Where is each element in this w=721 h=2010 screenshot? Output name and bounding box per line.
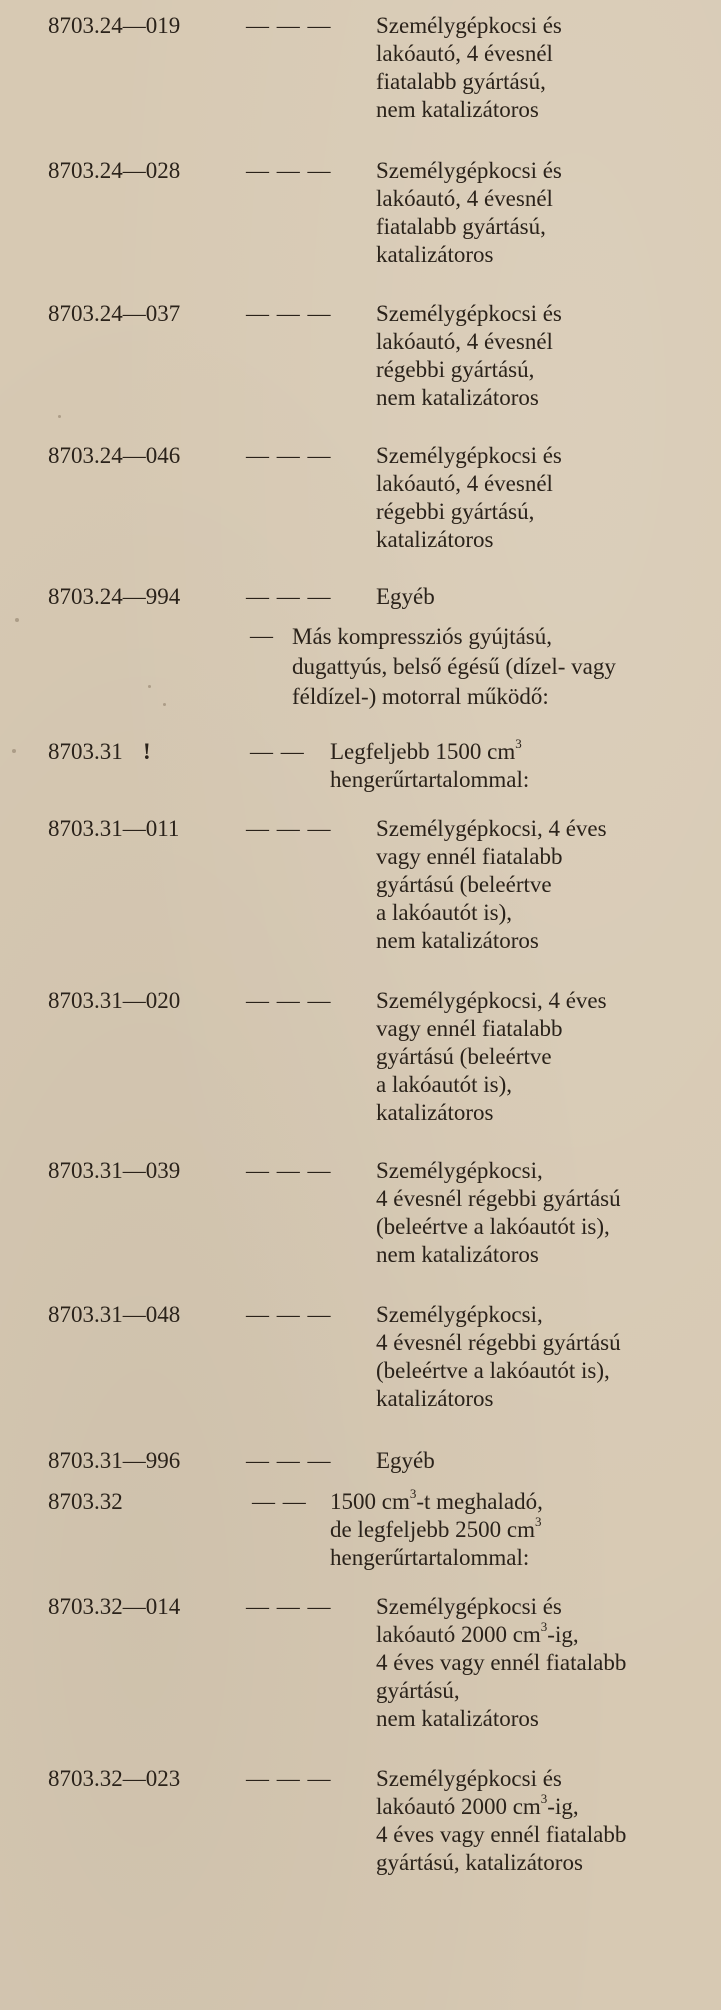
- description-line: nem katalizátoros: [376, 928, 539, 953]
- indent-dashes: — — —: [246, 816, 332, 841]
- description-line: Személygépkocsi és: [376, 1594, 562, 1619]
- description-line: 1500 $cm^3-t$ meghaladó,: [330, 1486, 543, 1514]
- description-line: a lakóautót is),: [376, 1072, 513, 1097]
- description-line: régebbi gyártású,: [376, 357, 535, 382]
- tariff-description: [376, 1447, 716, 1475]
- description-line: gyártású,: [376, 1678, 460, 1703]
- description-line: nem katalizátoros: [376, 1706, 539, 1731]
- tariff-code: 8703.31—996: [48, 1448, 181, 1473]
- tariff-description: [376, 1593, 716, 1733]
- description-line: katalizátoros: [376, 1100, 494, 1125]
- description-line: lakóautó 2000 $cm^3-ig$,: [376, 1791, 579, 1819]
- description-line: katalizátoros: [376, 242, 494, 267]
- description-line: lakóautó, 4 évesnél: [376, 329, 553, 354]
- tariff-description: [376, 987, 716, 1127]
- tariff-description: [330, 1488, 670, 1572]
- description-line: féldízel-) motorral működő:: [292, 684, 549, 709]
- indent-dashes: — — —: [246, 443, 332, 468]
- indent-dashes: — — —: [246, 584, 332, 609]
- description-line: Személygépkocsi és: [376, 158, 562, 183]
- indent-dashes: — — —: [246, 158, 332, 183]
- description-line: Személygépkocsi és: [376, 1766, 562, 1791]
- tariff-code: 8703.32—014: [48, 1594, 181, 1619]
- tariff-code: 8703.32—023: [48, 1766, 181, 1791]
- description-line: régebbi gyártású,: [376, 499, 535, 524]
- indent-dashes: — — —: [246, 1158, 332, 1183]
- tariff-description: [376, 442, 716, 554]
- tariff-code: 8703.24—046: [48, 443, 181, 468]
- description-line: nem katalizátoros: [376, 385, 539, 410]
- description-line: de legfeljebb 2500 $cm^3$: [330, 1514, 542, 1542]
- description-line: Személygépkocsi,: [376, 1158, 543, 1183]
- description-line: nem katalizátoros: [376, 1242, 539, 1267]
- description-line: Egyéb: [376, 584, 435, 609]
- description-line: lakóautó, 4 évesnél: [376, 471, 553, 496]
- description-line: Személygépkocsi és: [376, 301, 562, 326]
- tariff-description: [330, 738, 670, 794]
- scan-speck: [15, 618, 19, 622]
- description-line: fiatalabb gyártású,: [376, 69, 546, 94]
- description-line: Személygépkocsi,: [376, 1302, 543, 1327]
- tariff-description: [376, 815, 716, 955]
- description-line: Legfeljebb 1500 $cm^3$: [330, 736, 522, 764]
- margin-mark: !: [143, 739, 151, 764]
- description-line: katalizátoros: [376, 527, 494, 552]
- tariff-code: 8703.31—039: [48, 1158, 181, 1183]
- tariff-description: [376, 1765, 716, 1877]
- description-line: (beleértve a lakóautót is),: [376, 1214, 610, 1239]
- tariff-code: 8703.31—020: [48, 988, 181, 1013]
- indent-dashes: — — —: [246, 1448, 332, 1473]
- indent-dashes: —: [250, 623, 274, 648]
- indent-dashes: — —: [250, 739, 305, 764]
- description-line: a lakóautót is),: [376, 900, 513, 925]
- scan-speck: [58, 415, 61, 418]
- tariff-code: 8703.24—028: [48, 158, 181, 183]
- description-line: lakóautó, 4 évesnél: [376, 41, 553, 66]
- tariff-description: [376, 157, 716, 269]
- description-line: fiatalabb gyártású,: [376, 214, 546, 239]
- tariff-code: 8703.31: [48, 739, 123, 764]
- description-line: Személygépkocsi és: [376, 13, 562, 38]
- description-line: Más kompressziós gyújtású,: [292, 624, 553, 649]
- description-line: 4 éves vagy ennél fiatalabb: [376, 1822, 627, 1847]
- description-line: nem katalizátoros: [376, 97, 539, 122]
- indent-dashes: — —: [252, 1489, 307, 1514]
- indent-dashes: — — —: [246, 988, 332, 1013]
- description-line: vagy ennél fiatalabb: [376, 1016, 563, 1041]
- description-line: Személygépkocsi, 4 éves: [376, 988, 607, 1013]
- description-line: hengerűrtartalommal:: [330, 1545, 530, 1570]
- description-line: hengerűrtartalommal:: [330, 767, 530, 792]
- tariff-code: 8703.24—994: [48, 584, 181, 609]
- tariff-description: [376, 12, 716, 124]
- tariff-description: [376, 1157, 716, 1269]
- description-line: Egyéb: [376, 1448, 435, 1473]
- indent-dashes: — — —: [246, 1302, 332, 1327]
- description-line: 4 évesnél régebbi gyártású: [376, 1186, 621, 1211]
- tariff-description: [376, 583, 716, 611]
- tariff-description: [376, 1301, 716, 1413]
- description-line: gyártású (beleértve: [376, 1044, 552, 1069]
- tariff-code: 8703.31—048: [48, 1302, 181, 1327]
- description-line: lakóautó 2000 $cm^3-ig$,: [376, 1619, 579, 1647]
- description-line: katalizátoros: [376, 1386, 494, 1411]
- tariff-description: [292, 622, 712, 712]
- description-line: 4 évesnél régebbi gyártású: [376, 1330, 621, 1355]
- tariff-code: 8703.31—011: [48, 816, 180, 841]
- indent-dashes: — — —: [246, 1766, 332, 1791]
- description-line: lakóautó, 4 évesnél: [376, 186, 553, 211]
- description-line: gyártású, katalizátoros: [376, 1850, 583, 1875]
- tariff-code: 8703.24—037: [48, 301, 181, 326]
- description-line: gyártású (beleértve: [376, 872, 552, 897]
- description-line: (beleértve a lakóautót is),: [376, 1358, 610, 1383]
- description-line: 4 éves vagy ennél fiatalabb: [376, 1650, 627, 1675]
- indent-dashes: — — —: [246, 301, 332, 326]
- description-line: Személygépkocsi, 4 éves: [376, 816, 607, 841]
- indent-dashes: — — —: [246, 1594, 332, 1619]
- scan-speck: [12, 749, 16, 753]
- tariff-description: [376, 300, 716, 412]
- tariff-code: 8703.24—019: [48, 13, 181, 38]
- description-line: dugattyús, belső égésű (dízel- vagy: [292, 654, 616, 679]
- scan-speck: [148, 685, 151, 688]
- tariff-code: 8703.32: [48, 1489, 123, 1514]
- indent-dashes: — — —: [246, 13, 332, 38]
- description-line: vagy ennél fiatalabb: [376, 844, 563, 869]
- description-line: Személygépkocsi és: [376, 443, 562, 468]
- scan-speck: [163, 703, 166, 706]
